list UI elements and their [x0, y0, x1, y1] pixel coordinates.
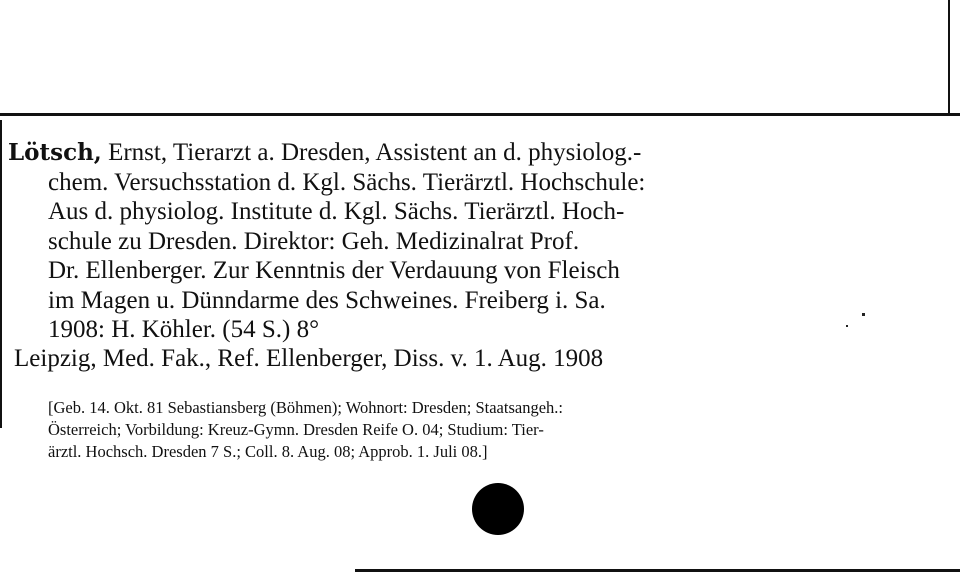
entry-line-6: im Magen u. Dünndarme des Schweines. Freiberg i. Sa. [48, 286, 606, 314]
catalog-entry [8, 138, 828, 345]
entry-line-3: Aus d. physiolog. Institute d. Kgl. Sächs. Tierärztl. Hoch- [48, 198, 625, 225]
entry-line-2: chem. Versuchsstation d. Kgl. Sächs. Tierärztl. Hochschule: [48, 168, 646, 196]
faculty-line: Leipzig, Med. Fak., Ref. Ellenberger, Diss. v. 1. Aug. 1908 [14, 345, 604, 372]
ink-speck [846, 325, 848, 327]
entry-line-1 [8, 138, 828, 168]
entry-line-5: Dr. Ellenberger. Zur Kenntnis der Verdauung von Fleisch [48, 257, 620, 284]
card-border-left [0, 120, 2, 428]
author-name: Lötsch, [8, 139, 102, 166]
entry-line-1-text: Ernst, Tierarzt a. Dresden, Assistent an d. physiolog.- [108, 139, 642, 166]
biography [48, 397, 828, 463]
bio-line-3: ärztl. Hochsch. Dresden 7 S.; Coll. 8. Aug. 08; Approb. 1. Juli 08.] [48, 442, 488, 461]
card-border-right-top [948, 0, 950, 114]
punch-hole [472, 483, 524, 535]
ink-speck [862, 313, 865, 316]
entry-line-7: 1908: H. Köhler. (54 S.) 8° [48, 316, 320, 343]
card-bottom-rule [355, 569, 960, 572]
card-top-rule [0, 113, 960, 116]
bio-line-2: Österreich; Vorbildung: Kreuz-Gymn. Dresden Reife O. 04; Studium: Tier- [48, 420, 544, 439]
bio-line-1: [Geb. 14. Okt. 81 Sebastiansberg (Böhmen); Wohnort: Dresden; Staatsangeh.: [48, 398, 563, 417]
entry-line-4: schule zu Dresden. Direktor: Geh. Medizinalrat Prof. [48, 227, 580, 255]
